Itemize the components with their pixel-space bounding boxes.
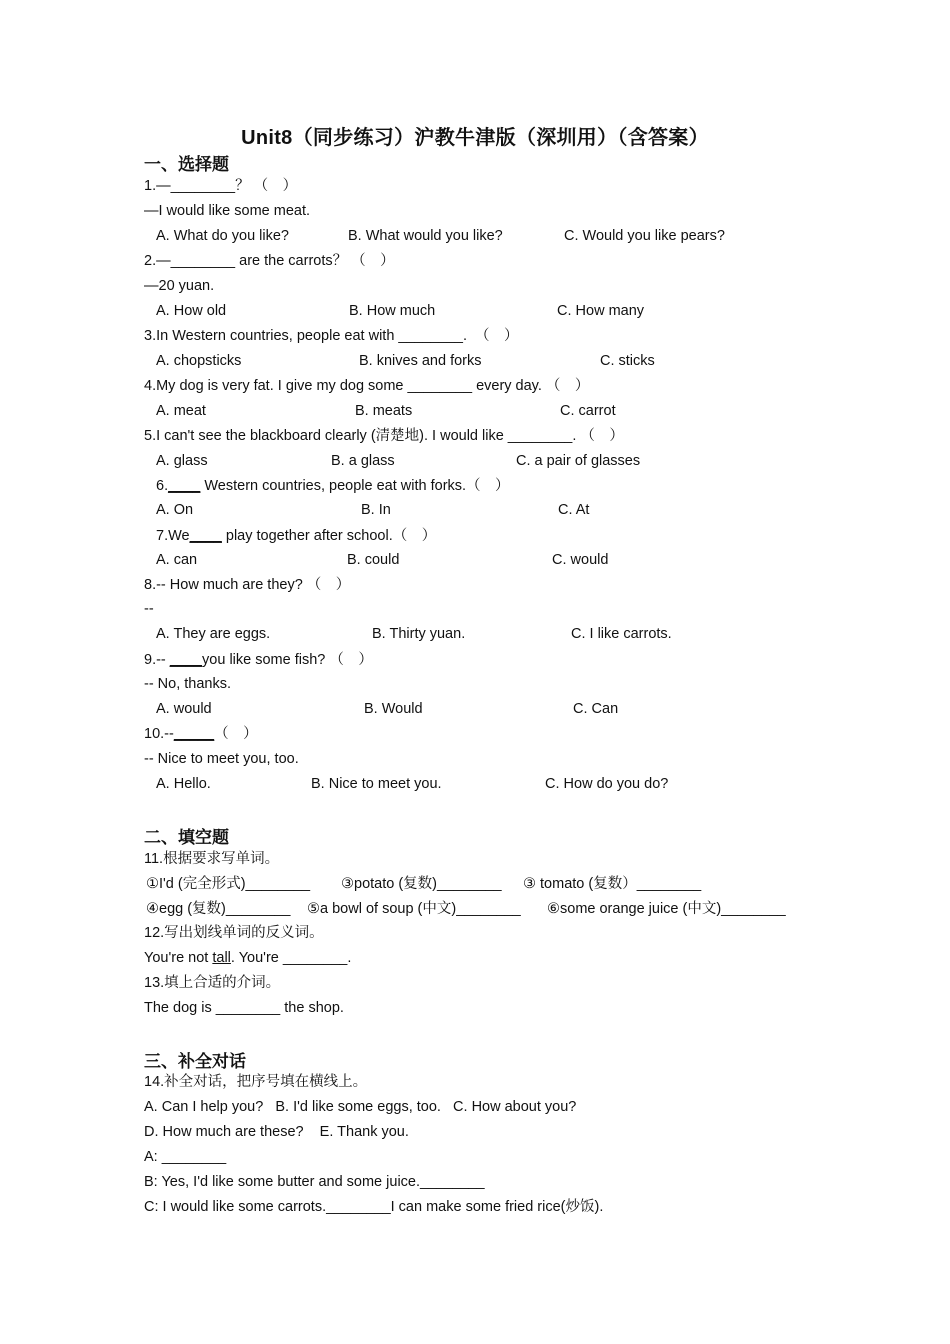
q10-reply: -- Nice to meet you, too. bbox=[144, 751, 299, 767]
q12-sentence: You're not tall. You're ________. bbox=[144, 950, 352, 966]
q11-item-3: ③ tomato (复数）________ bbox=[523, 876, 702, 892]
q1-option-c: C. Would you like pears? bbox=[564, 228, 725, 244]
q11-item-5: ⑤a bowl of soup (中文)________ bbox=[307, 901, 521, 917]
q2-stem: 2.—________ are the carrots？ （ ） bbox=[144, 253, 395, 269]
q9-reply: -- No, thanks. bbox=[144, 676, 232, 692]
q10-option-c: C. How do you do? bbox=[545, 776, 669, 792]
q1-reply: —I would like some meat. bbox=[144, 203, 311, 219]
q8-option-b: B. Thirty yuan. bbox=[372, 626, 466, 642]
q9-option-a: A. would bbox=[156, 701, 212, 717]
q14-dialogue-c: C: I would like some carrots.________I can make some fried rice(炒饭). bbox=[144, 1199, 604, 1215]
q9-option-b: B. Would bbox=[364, 701, 423, 717]
q7-option-b: B. could bbox=[347, 552, 400, 568]
q13-sentence: The dog is ________ the shop. bbox=[144, 1000, 344, 1016]
section-heading-choice: 一、选择题 bbox=[144, 155, 229, 175]
q1-option-a: A. What do you like? bbox=[156, 228, 289, 244]
q14-options-line-1: A. Can I help you? B. I'd like some eggs, too. C. How about you? bbox=[144, 1099, 577, 1115]
q11-stem: 11.根据要求写单词。 bbox=[144, 851, 280, 867]
q10-stem: 10.--_____（ ） bbox=[144, 726, 258, 742]
q12-stem: 12.写出划线单词的反义词。 bbox=[144, 925, 324, 941]
q6-stem: 6.____ Western countries, people eat with forks.（ ） bbox=[156, 478, 510, 494]
q14-dialogue-a: A: ________ bbox=[144, 1149, 227, 1165]
q10-option-b: B. Nice to meet you. bbox=[311, 776, 442, 792]
q11-item-1: ①I'd (完全形式)________ bbox=[146, 876, 311, 892]
section-heading-fill: 二、填空题 bbox=[144, 828, 229, 848]
q3-option-a: A. chopsticks bbox=[156, 353, 242, 369]
q12-underlined-word: tall bbox=[212, 950, 231, 966]
q8-reply: -- bbox=[144, 601, 154, 617]
q5-stem: 5.I can't see the blackboard clearly (清楚地). I would like ________. （ ） bbox=[144, 428, 624, 444]
q8-option-c: C. I like carrots. bbox=[571, 626, 672, 642]
q5-option-a: A. glass bbox=[156, 453, 208, 469]
q14-dialogue-b: B: Yes, I'd like some butter and some juice.________ bbox=[144, 1174, 485, 1190]
q7-option-c: C. would bbox=[552, 552, 609, 568]
q5-option-c: C. a pair of glasses bbox=[516, 453, 641, 469]
q3-stem: 3.In Western countries, people eat with ________. （ ） bbox=[144, 328, 519, 344]
q13-stem: 13.填上合适的介词。 bbox=[144, 975, 281, 991]
q4-option-a: A. meat bbox=[156, 403, 206, 419]
q14-options-line-2: D. How much are these? E. Thank you. bbox=[144, 1124, 409, 1140]
q2-option-c: C. How many bbox=[557, 303, 645, 319]
q7-stem: 7.We____ play together after school.（ ） bbox=[156, 528, 437, 544]
q3-option-c: C. sticks bbox=[600, 353, 655, 369]
q10-option-a: A. Hello. bbox=[156, 776, 211, 792]
q6-option-b: B. In bbox=[361, 502, 391, 518]
q4-option-c: C. carrot bbox=[560, 403, 616, 419]
q14-stem: 14.补全对话，把序号填在横线上。 bbox=[144, 1074, 368, 1090]
q7-blank: ____ bbox=[189, 528, 222, 544]
q8-option-a: A. They are eggs. bbox=[156, 626, 271, 642]
q4-option-b: B. meats bbox=[355, 403, 413, 419]
q10-blank: _____ bbox=[173, 726, 215, 742]
q9-blank: ____ bbox=[169, 652, 203, 668]
q9-option-c: C. Can bbox=[573, 701, 619, 717]
q3-option-b: B. knives and forks bbox=[359, 353, 482, 369]
document-title: Unit8（同步练习）沪教牛津版（深圳用）（含答案） bbox=[241, 127, 709, 149]
q2-option-b: B. How much bbox=[349, 303, 436, 319]
q8-stem: 8.-- How much are they? （ ） bbox=[144, 577, 351, 593]
q5-option-b: B. a glass bbox=[331, 453, 395, 469]
q6-blank: ____ bbox=[168, 478, 201, 494]
q7-option-a: A. can bbox=[156, 552, 198, 568]
q11-item-4: ④egg (复数)________ bbox=[146, 901, 291, 917]
q2-reply: —20 yuan. bbox=[144, 278, 215, 294]
q2-option-a: A. How old bbox=[156, 303, 227, 319]
q1-stem: 1.—________？ （ ） bbox=[144, 178, 298, 194]
q11-item-6: ⑥some orange juice (中文)________ bbox=[547, 901, 786, 917]
q11-item-2: ③potato (复数)________ bbox=[341, 876, 502, 892]
q9-stem: 9.-- ____you like some fish? （ ） bbox=[144, 652, 373, 668]
q6-option-c: C. At bbox=[558, 502, 590, 518]
section-heading-dialogue: 三、补全对话 bbox=[144, 1052, 246, 1072]
q6-option-a: A. On bbox=[156, 502, 194, 518]
q1-option-b: B. What would you like? bbox=[348, 228, 503, 244]
q4-stem: 4.My dog is very fat. I give my dog some ________ every day. （ ） bbox=[144, 378, 590, 394]
